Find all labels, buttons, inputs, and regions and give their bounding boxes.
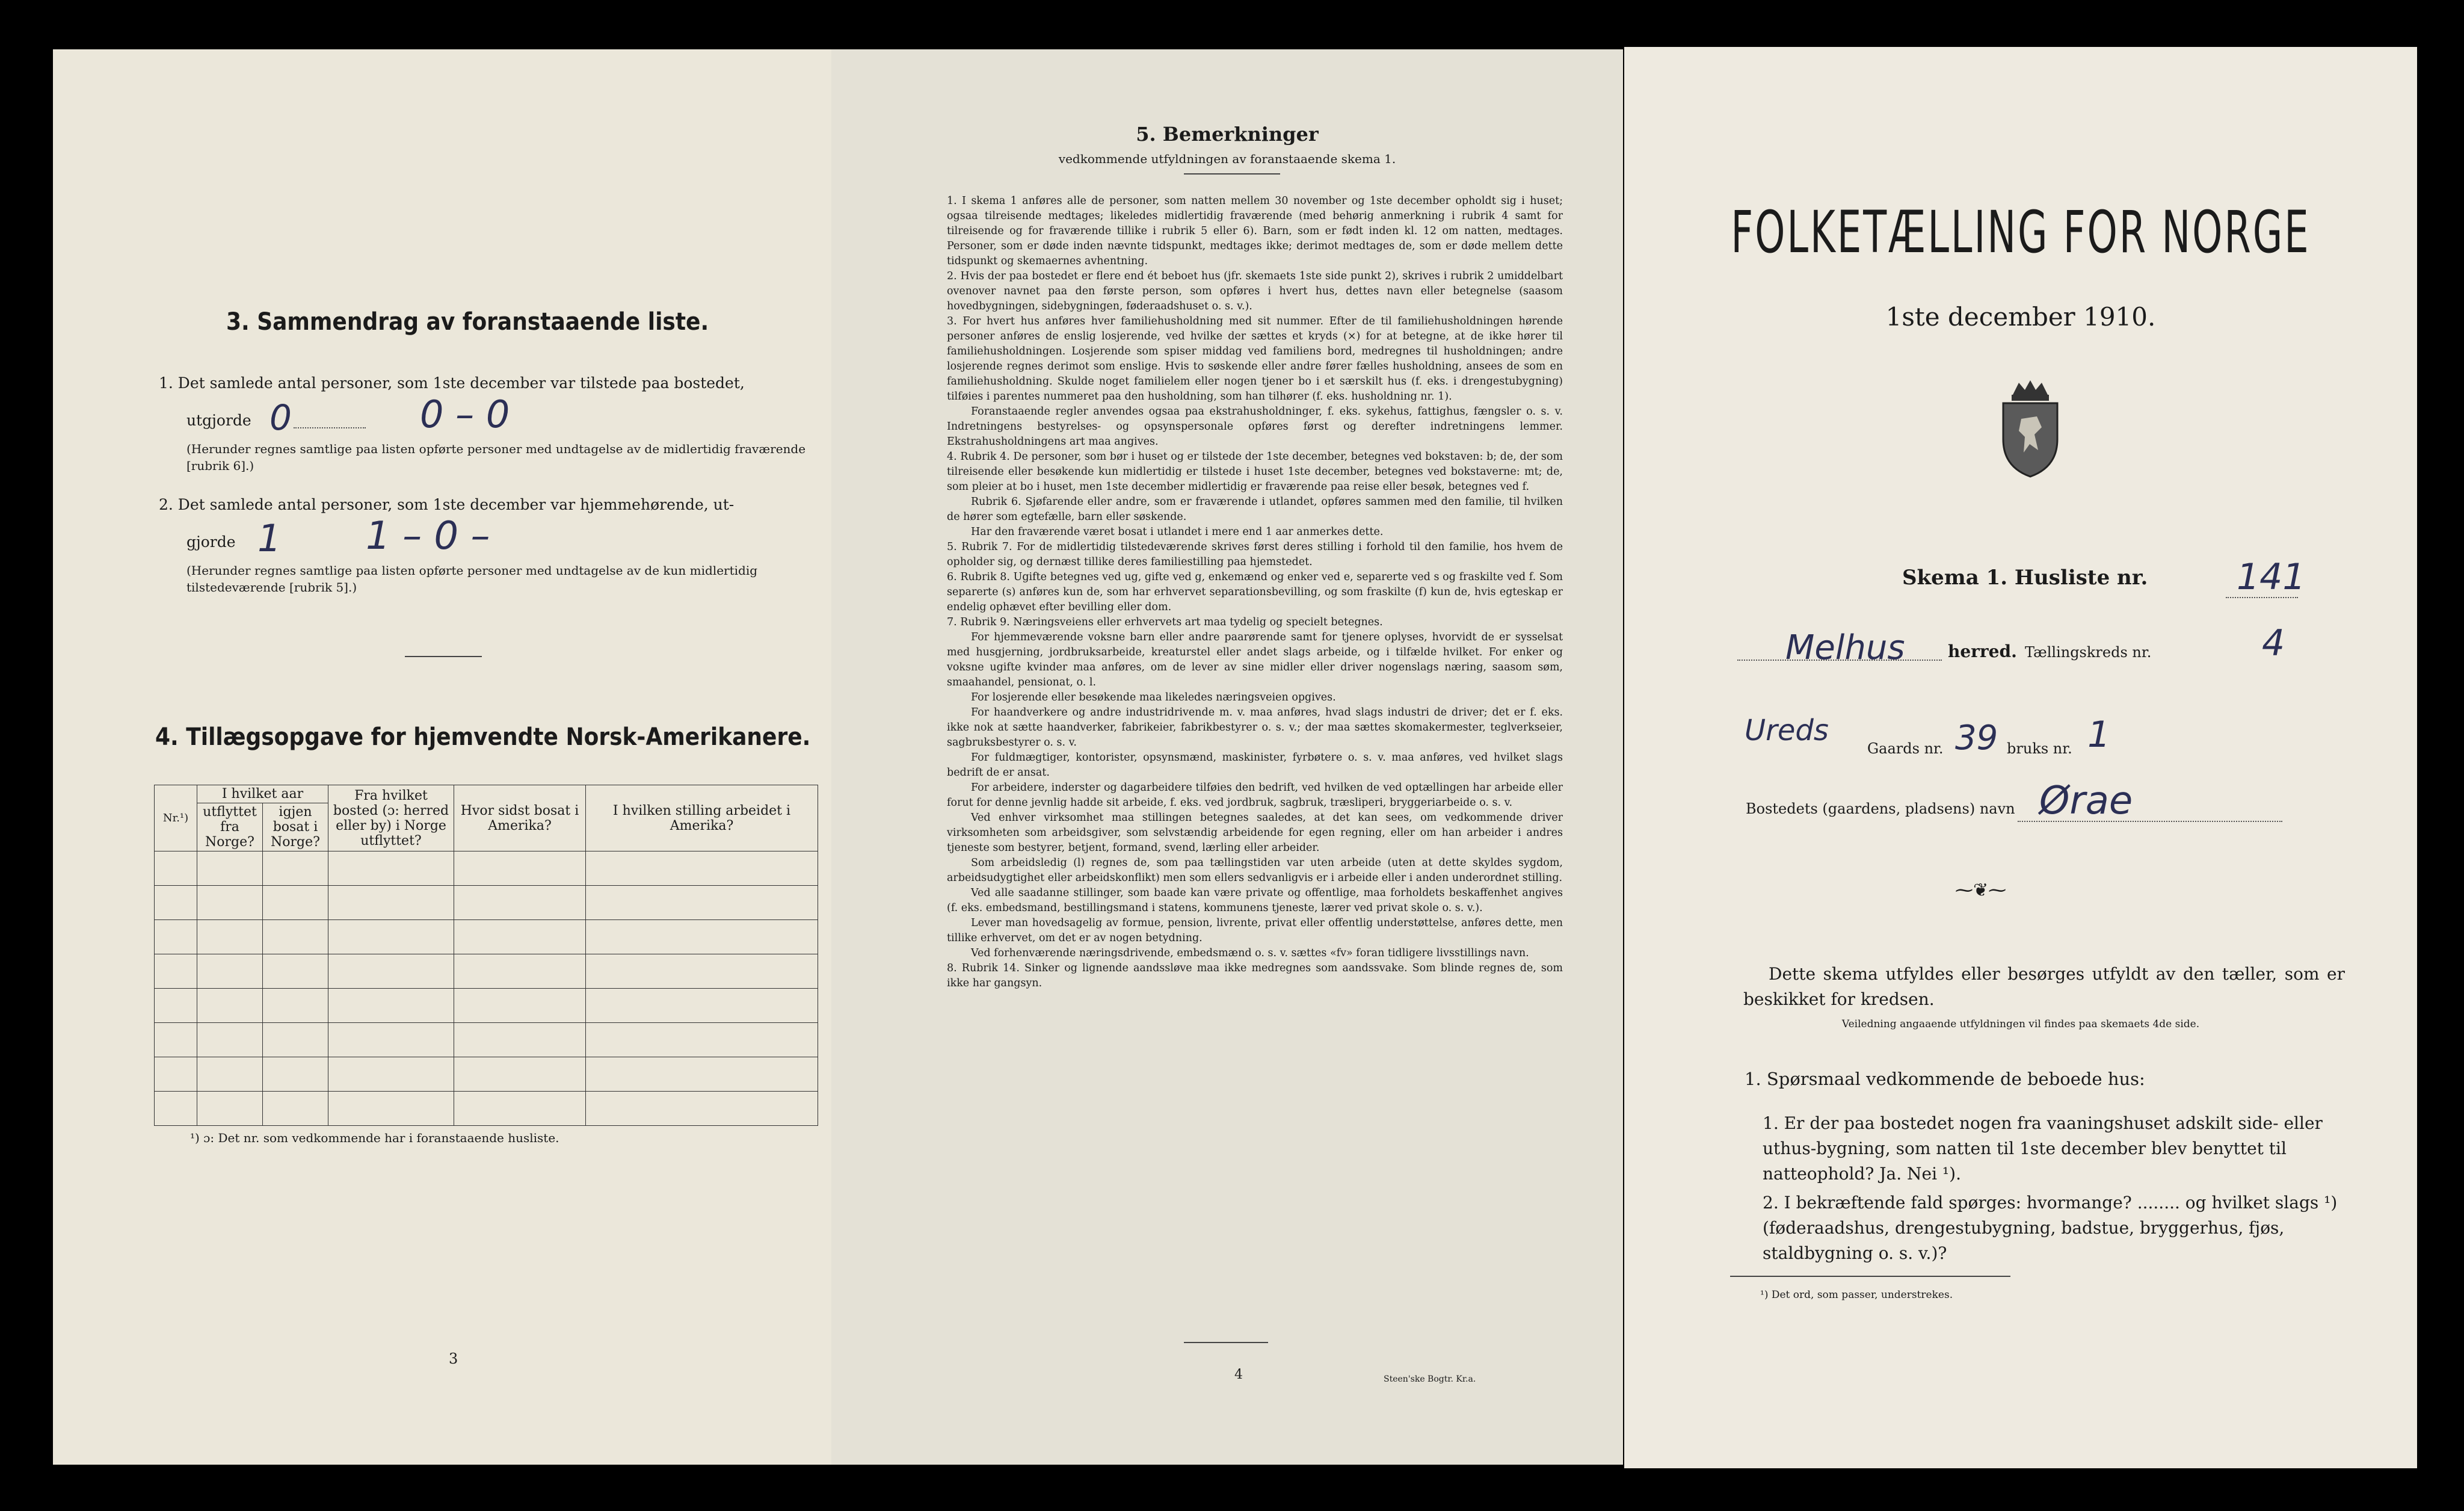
question-1	[1763, 1111, 2347, 1187]
remark-paragraph: Rubrik 6. Sjøfarende eller andre, som er fraværende i utlandet, opføres sammen med den familie, til hvilken de hører som egtefælle, barn eller søskende.	[947, 496, 1563, 523]
col-last: Hvor sidst bosat i Amerika?	[454, 785, 586, 851]
item1-note: (Herunder regnes samtlige paa listen opførte personer med undtagelse av de midlertidig fraværende [rubrik 6].)	[186, 442, 806, 473]
ornament-icon: ⁓❦⁓	[1955, 880, 2007, 901]
census-date: 1ste december 1910.	[1885, 302, 2156, 332]
question-1-text: 1. Er der paa bostedet nogen fra vaaningshuset adskilt side- eller uthus-bygning, som natten til 1ste december blev benyttet til natteophold?	[1763, 1113, 2323, 1184]
remark-paragraph: Som arbeidsledig (l) regnes de, som paa tællingstiden var uten arbeide (uten at dette skyldes sygdom, arbeidsudygtighet eller arbeidskonflikt) men som ellers sedvanligvis er i arbeide eller i anden underordnet stilling.	[947, 857, 1563, 884]
item2-handwritten-b: 1 – 0 –	[366, 514, 490, 558]
herred-label: herred.	[1948, 641, 2017, 661]
table-row	[155, 920, 818, 954]
table-row	[155, 1057, 818, 1092]
husliste-number: 141	[2237, 556, 2306, 598]
remark-paragraph: 2. Hvis der paa bostedet er flere end ét beboet hus (jfr. skemaets 1ste side punkt 2), skrives i rubrik 2 umiddelbart ovenover navnet paa den første person, som opføres i hvert hus, dettes navn eller betegnelse (saasom hovedbygningen, sidebygningen, føderaadshuset o. s. v.).	[947, 270, 1563, 312]
questions-title: 1. Spørsmaal vedkommende de beboede hus:	[1745, 1069, 2145, 1089]
remarks-subtitle: vedkommende utfyldningen av foranstaaende skema 1.	[1058, 152, 1396, 166]
table-row	[155, 1023, 818, 1057]
section3-title: 3. Sammendrag av foranstaaende liste.	[226, 308, 709, 336]
question-2: 2. I bekræftende fald spørges: hvormange? ........ og hvilket slags ¹) (føderaadshus, drengestubygning, badstue, bryggerhus, fjøs, staldbygning o. s. v.)?	[1763, 1193, 2338, 1263]
remark-paragraph: For arbeidere, inderster og dagarbeidere tilføies den bedrift, ved hvilken de ved optællingen har arbeide eller forut for denne jevnlig hadde sit arbeide, f. eks. ved jordbruk, sagbruk, træsliperi, bryggeriarbeide o. s. v.	[947, 782, 1563, 809]
table-row	[155, 886, 818, 920]
remark-paragraph: For hjemmeværende voksne barn eller andre paarørende samt for tjenere oplyses, hvorvidt de er sysselsat med husgjerning, jordbruksarbeide, kreaturstel eller andet slags arbeide, og i tilfælde hvilket. For enker og voksne ugifte kvinder maa anføres, om de lever av sine midler eller driver nogenslags næring, saasom søm, smaahandel, pensionat, o. l.	[947, 631, 1563, 688]
remark-paragraph: Foranstaaende regler anvendes ogsaa paa ekstrahusholdninger, f. eks. sykehus, fattighus, fængsler o. s. v. Indretningens bestyrelses- og opsynspersonale opføres først og derefter indretningens lemmer. Ekstrahusholdningens art maa angives.	[947, 406, 1563, 448]
divider	[405, 656, 482, 657]
page-number: 4	[1234, 1367, 1243, 1382]
herred-name: Melhus	[1785, 628, 1905, 667]
page-number: 3	[449, 1350, 458, 1367]
bosted-name: Ørae	[2039, 779, 2133, 823]
item1-text: 1. Det samlede antal personer, som 1ste december var tilstede paa bostedet,	[159, 374, 745, 392]
kreds-label: Tællingskreds nr.	[2025, 644, 2152, 661]
remark-paragraph: For fuldmægtiger, kontorister, opsynsmænd, maskinister, fyrbøtere o. s. v. maa anføres, ved hvilket slags bedrift de er ansat.	[947, 752, 1563, 779]
item2-note: (Herunder regnes samtlige paa listen opførte personer med undtagelse av de kun midlertidig tilstedeværende [rubrik 5].)	[186, 563, 758, 595]
col-position: I hvilken stilling arbeidet i Amerika?	[586, 785, 818, 851]
gaards-label: Gaards nr.	[1867, 740, 1944, 757]
intro-text: Dette skema utfyldes eller besørges utfyldt av den tæller, som er beskikket for kredsen.	[1743, 964, 2345, 1009]
remark-paragraph: Har den fraværende været bosat i utlandet i mere end 1 aar anmerkes dette.	[971, 526, 1384, 538]
remark-paragraph: Ved forhenværende næringsdrivende, embedsmænd o. s. v. sættes «fv» foran tidligere livsstillings navn.	[971, 947, 1529, 959]
page-4	[831, 49, 1623, 1465]
footnote: ¹) Det ord, som passer, understrekes.	[1760, 1289, 1953, 1301]
dotted-line	[2226, 597, 2298, 598]
main-title: FOLKETÆLLING FOR NORGE	[1731, 199, 2311, 266]
divider	[1184, 1342, 1268, 1343]
remark-paragraph: Ved alle saadanne stillinger, som baade kan være private og offentlige, maa forholdets beskaffenhet angives (f. eks. embedsmand, bestillingsmand i statens, kommunens tjeneste, lærer ved privat skole o. s. v.).	[947, 887, 1563, 914]
page-1	[1624, 47, 2417, 1468]
remark-paragraph: 8. Rubrik 14. Sinker og lignende aandssløve maa ikke medregnes som aandssvake. Som blinde regnes de, som ikke har gangsyn.	[947, 962, 1563, 989]
item1-handwritten-b: 0 – 0	[420, 392, 510, 436]
remark-paragraph: 5. Rubrik 7. For de midlertidig tilstedeværende skrives først deres stilling i forhold til den familie, hos hvem de opholder sig, og dernæst tillike deres familiestilling paa hjemstedet.	[947, 541, 1563, 568]
footnote: ¹) ɔ: Det nr. som vedkommende har i foranstaaende husliste.	[190, 1131, 559, 1145]
divider	[1184, 173, 1280, 175]
remark-paragraph: 4. Rubrik 4. De personer, som bør i huset og er tilstede der 1ste december, betegnes ved bokstaven: b; de, der som tilreisende eller besøkende kun midlertidig er tilstede i huset 1ste december, betegnes ved bokstaverne: mt; de, som pleier at bo i huset, men 1ste december midlertidig er fraværende paa reise eller besøk, betegnes ved f.	[947, 451, 1563, 493]
col-nr: Nr.¹)	[155, 785, 197, 851]
remark-paragraph: 6. Rubrik 8. Ugifte betegnes ved ug, gifte ved g, enkemænd og enker ved e, separerte ved s og fraskilte ved f. Som separerte (s) anføres kun de, som har erhvervet separationsbevilling, og som fraskilte (f) kun de, hvis egteskap er endelig ophævet efter bevilling eller dom.	[947, 571, 1563, 613]
col-year-group: I hvilket aar	[197, 785, 328, 803]
skema-label: Skema 1. Husliste nr.	[1902, 566, 2148, 590]
table-row	[155, 851, 818, 886]
item1-handwritten-a: 0	[270, 397, 292, 438]
remark-paragraph: Lever man hovedsagelig av formue, pension, livrente, privat eller offentlig understøttelse, anføres dette, men tillike erhvervet, om det er av nogen betydning.	[947, 917, 1563, 944]
table-row	[155, 1092, 818, 1126]
remark-paragraph: For haandverkere og andre industridrivende m. v. maa anføres, hvad slags industri de driver; det er f. eks. ikke nok at sætte haandverker, fabrikeier, fabrikbestyrer o. s. v.; der maa sættes skomakermester, teglverkseier, sagbruksbestyrer o. s. v.	[947, 706, 1563, 749]
col-out: utflyttet fra Norge?	[197, 803, 263, 851]
bruks-label: bruks nr.	[2007, 740, 2072, 757]
remark-paragraph: 7. Rubrik 9. Næringsveiens eller erhvervets art maa tydelig og specielt betegnes.	[947, 616, 1383, 628]
remark-paragraph: 1. I skema 1 anføres alle de personer, som natten mellem 30 november og 1ste december opholdt sig i huset; ogsaa tilreisende medtages; likeledes midlertidig fraværende (med behørig anmerkning i rubrik 4 samt for tilreisende og for fraværende tillike i rubrik 5 eller 6). Barn, som er født inden kl. 12 om natten, medtages. Personer, som er døde inden nævnte tidspunkt, medtages ikke; derimot medtages de, som er døde mellem dette tidspunkt og skemaernes avhentning.	[947, 195, 1563, 267]
bosted-label: Bostedets (gaardens, pladsens) navn	[1746, 800, 2015, 817]
remark-paragraph: 3. For hvert hus anføres hver familiehusholdning med sit nummer. Efter de til familiehusholdningen hørende personer anføres de enslig losjerende, ved hvilke der sættes et kryds (×) for at betegne, at de ikke hører til familiehusholdningen. Losjerende som spiser middag ved familiens bord, medregnes til husholdningen; andre losjerende regnes derimot som enslige. Hvis to søskende eller andre fører fælles husholdning, ansees de som en familiehusholdning. Skulde noget familielem eller nogen tjener bo i et særskilt hus (f. eks. i drengestubygning) tilføies i parentes nummeret paa den husholdning, som han tilhører (f. eks. husholdning nr. 1).	[947, 315, 1563, 403]
col-back: igjen bosat i Norge?	[263, 803, 328, 851]
printer-mark: Steen'ske Bogtr. Kr.a.	[1384, 1374, 1476, 1384]
remark-paragraph: Ved enhver virksomhet maa stillingen betegnes saaledes, at det kan sees, om vedkommende driver virksomheten som arbeidsgiver, som selvstændig arbeidende for egen regning, eller om han arbeider i andres tjeneste som bestyrer, betjent, formand, svend, lærling eller arbeider.	[947, 812, 1563, 854]
remarks-title: 5. Bemerkninger	[1136, 123, 1319, 146]
col-from: Fra hvilket bosted (ɔ: herred eller by) i Norge utflyttet?	[328, 785, 454, 851]
norsk-amerikanere-table	[154, 785, 818, 1126]
veiledning-text: Veiledning angaaende utfyldningen vil findes paa skemaets 4de side.	[1841, 1018, 2200, 1030]
dotted-line	[294, 427, 366, 428]
section4-title: 4. Tillægsopgave for hjemvendte Norsk-Amerikanere.	[155, 723, 811, 751]
divider	[1730, 1276, 2010, 1277]
item2-handwritten-a: 1	[257, 516, 282, 560]
table-row	[155, 989, 818, 1023]
table-row	[155, 954, 818, 989]
item2-text: 2. Det samlede antal personer, som 1ste december var hjemmehørende, ut-	[159, 496, 735, 513]
page-3	[53, 49, 834, 1465]
gaards-name: Ureds	[1745, 714, 1829, 747]
kreds-number: 4	[2262, 622, 2285, 664]
question-1-answer: Ja. Nei ¹).	[1879, 1164, 1961, 1184]
gaards-number: 39	[1955, 718, 1998, 758]
item2-gjorde: gjorde	[186, 533, 236, 551]
dotted-line	[2018, 821, 2282, 822]
remark-paragraph: For losjerende eller besøkende maa likeledes næringsveien opgives.	[971, 691, 1336, 703]
item1-utgjorde: utgjorde	[186, 412, 251, 429]
bruks-number: 1	[2087, 714, 2111, 756]
coat-of-arms-icon	[1995, 377, 2066, 479]
remarks-body	[947, 194, 1563, 991]
